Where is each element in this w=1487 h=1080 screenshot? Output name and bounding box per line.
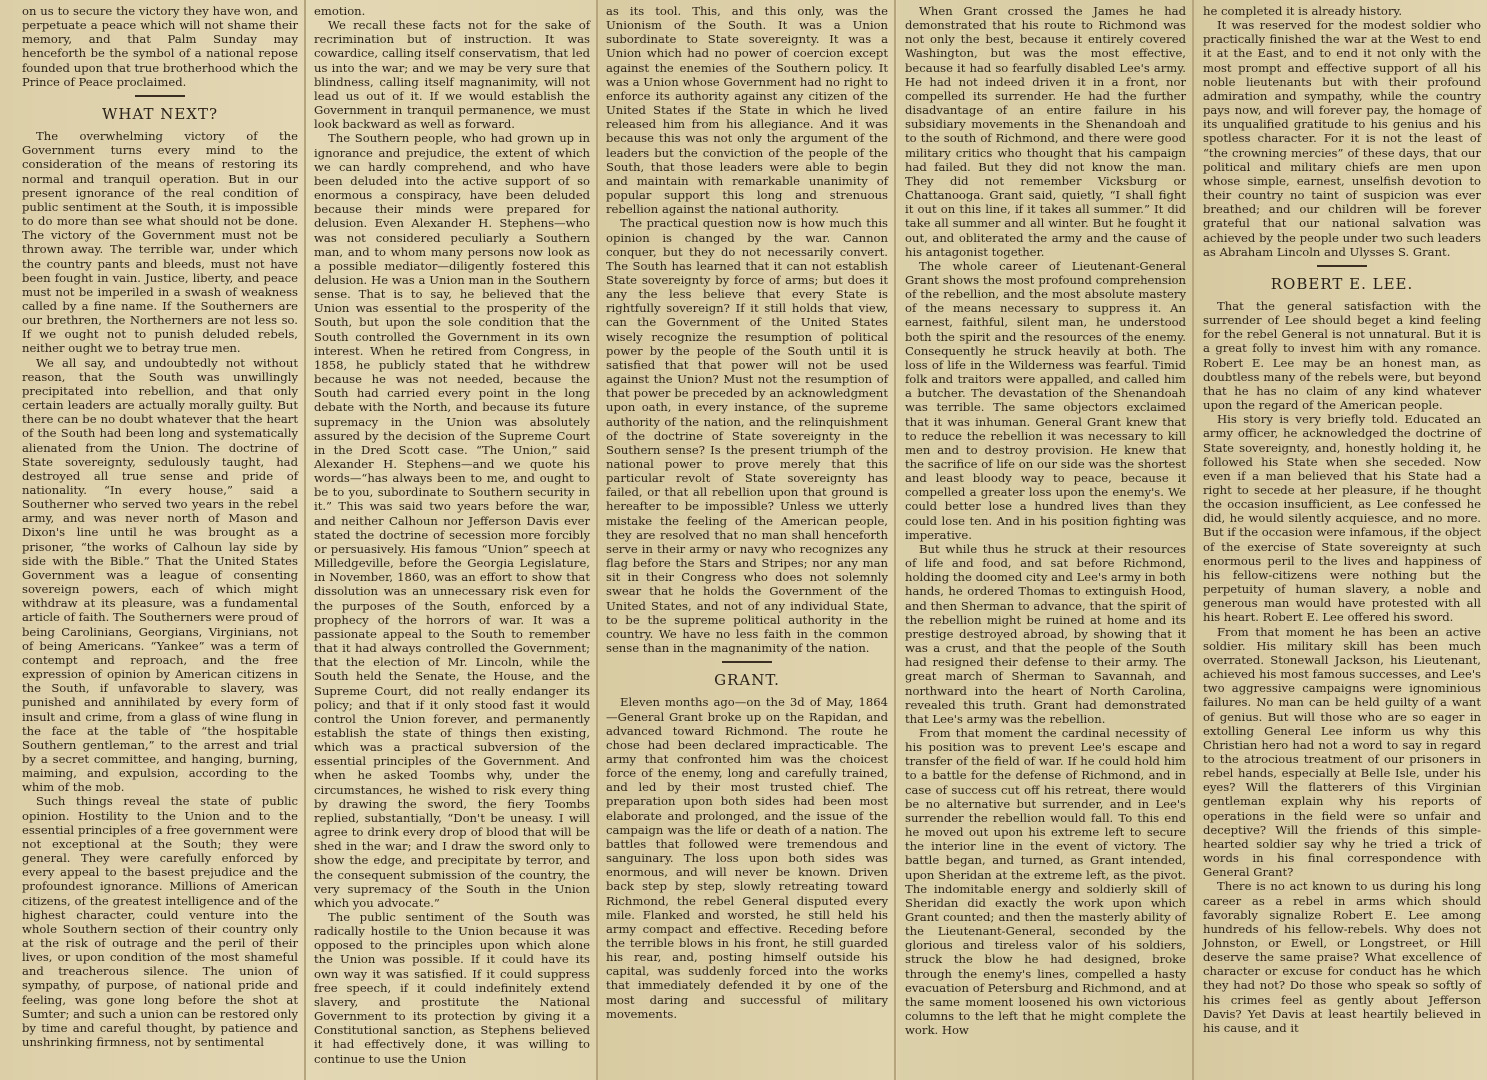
paragraph: emotion.	[314, 4, 366, 18]
heading-robert-e-lee: ROBERT E. LEE.	[1270, 274, 1414, 293]
column-4	[897, 0, 1192, 1080]
paragraph: From that moment the cardinal necessity of his position was to prevent Lee's escape and transfer of the field of war. If he could hold him to a battle for the defense of Richmond, and in case of success cut off his retreat, there would be no alternative but surrender, and in Lee's surrender the rebellion would fall. To this end he moved out upon his extreme left to secure the interior line in the event of victory. The battle began, and turned, as Grant intended, upon Sheridan at the extreme left, as the pivot. The indomitable energy and soldierly skill of Sheridan did exactly the work upon which Grant counted; and then the masterly ability of the Lieutenant-General, seconded by the glorious and tireless valor of his soldiers, struck the blow he had designed, broke through the enemy's lines, compelled a hasty evacuation of Petersburg and Richmond, and at the same moment loosened his own victorious columns to the left that he might complete the work. How	[905, 725, 1186, 1038]
column-2	[306, 0, 596, 1080]
paragraph: The public sentiment of the South was radically hostile to the Union because it was opposed to the principles upon which alone the Union was possible. If it could have its own way it was satisfied. If it could suppress free speech, if it could indefinitely extend slavery, and prostitute the National Government to its protection by giving it a Constitutional sanction, as Stephens believed it had effectively done, it was willing to continue to use the Union	[314, 910, 590, 1066]
paragraph: From that moment he has been an active soldier. His military skill has been much overrated. Stonewall Jackson, his Lieutenant, achieved his most famous successes, and Lee's two aggressive campaigns were ignominious failures. No man can be held guilty of a want of genius. But will those who are so eager in extolling General Lee inform us why this Christian hero had not a word to say in regard to the atrocious treatment of our prisoners in rebel hands, especially at Belle Isle, under his eyes? Will the flatterers of this Virginian gentleman explain why his reports of operations in the field were so unfair and deceptive? Will the friends of this simple-hearted soldier say why he tried a trick of words in his final correspondence with General Grant?	[1203, 624, 1481, 880]
paragraph: We all say, and undoubtedly not without reason, that the South was unwillingly precipitated into rebellion, and that only certain leaders are actually morally guilty. But there can be no doubt whatever that the heart of the South had been long and systematically alienated from the Union. The doctrine of State sovereignty, sedulously taught, had destroyed all true sense and pride of nationality. “In every house,” said a Southerner who served two years in the rebel army, and was never north of Mason and Dixon's line until he was brought as a prisoner, “the works of Calhoun lay side by side with the Bible.” That the United States Government was a league of consenting sovereign powers, each of which might withdraw at its pleasure, was a fundamental article of faith. The Southerners were proud of being Carolinians, Georgians, Virginians, not of being Americans. “Yankee” was a term of contempt and reproach, and the free expression of opinion by American citizens in the South, if unfavorable to slavery, was punished and annihilated by every form of insult and crime, from a glass of wine flung in the face at the table of “the hospitable Southern gentleman,” to the arrest and trial by a secret committee, and hanging, burning, maiming, and expulsion, according to the whim of the mob.	[22, 355, 298, 795]
column-divider	[1192, 0, 1194, 1080]
paragraph: The Southern people, who had grown up in ignorance and prejudice, the extent of which we can hardly comprehend, and who have been deluded into the active support of so enormous a conspiracy, have been deluded because their minds were prepared for delusion. Even Alexander H. Stephens—who was not considered peculiarly a Southern man, and to whom many persons now look as a possible mediator—diligently fostered this delusion. He was a Union man in the Southern sense. That is to say, he believed that the Union was essential to the prosperity of the South, but upon the sole condition that the South controlled the Government in its own interest. When he retired from Congress, in 1858, he publicly stated that he withdrew because he was not needed, because the South had carried every point in the long debate with the North, and because its future supremacy in the Union was absolutely assured by the decision of the Supreme Court in the Dred Scott case. “The Union,” said Alexander H. Stephens—and we quote his words—“has always been to me, and ought to be to you, subordinate to Southern security in it.” This was said two years before the war, and neither Calhoun nor Jefferson Davis ever stated the doctrine of secession more forcibly or persuasively. His famous “Union” speech at Milledgeville, before the Georgia Legislature, in November, 1860, was an effort to show that dissolution was an unnecessary risk even for the purposes of the South, enforced by a prophecy of the horrors of war. It was a passionate appeal to the South to remember that it had always controlled the Government; that the election of Mr. Lincoln, while the South held the Senate, the House, and the Supreme Court, did not really endanger its policy; and that if it only stood fast it would control the Union forever, and permanently establish the state of things then existing, which was a practical subversion of the essential principles of the Government. And when he asked Toombs why, under the circumstances, he wished to risk every thing by drawing the sword, the fiery Toombs replied, substantially, “Don't be uneasy. I will agree to drink every drop of blood that will be shed in the war; and I draw the sword only to show the edge, and precipitate by terror, and the consequent submission of the country, the very supremacy of the South in the Union which you advocate.”	[314, 131, 590, 910]
paragraph: he completed it is already history.	[1203, 4, 1403, 18]
column-3	[598, 0, 894, 1080]
paragraph: Eleven months ago—on the 3d of May, 1864—General Grant broke up on the Rapidan, and advanced toward Richmond. The route he chose had been declared impracticable. The army that confronted him was the choicest force of the enemy, long and carefully trained, and led by their most trusted chief. The preparation upon both sides had been most elaborate and prolonged, and the issue of the campaign was the life or death of a nation. The battles that followed were tremendous and sanguinary. The loss upon both sides was enormous, and will never be known. Driven back step by step, slowly retreating toward Richmond, the rebel General disputed every mile. Flanked and worsted, he still held his army compact and effective. Receding before the terrible blows in his front, he still guarded his rear, and, posting himself outside his capital, was suddenly forced into the works that immediately defended it by one of the most daring and successful of military movements.	[606, 695, 888, 1021]
paragraph: We recall these facts not for the sake of recrimination but of instruction. It was cowardice, calling itself conservatism, that led us into the war; and we may be very sure that blindness, calling itself magnanimity, will not lead us out of it. If we would establish the Government in tranquil permanence, we must look backward as well as forward.	[314, 18, 590, 132]
paragraph: The practical question now is how much this opinion is changed by the war. Cannon conquer, but they do not necessarily convert. The South has learned that it can not establish State sovereignty by force of arms; but does it any the less believe that every State is rightfully sovereign? If it still holds that view, can the Government of the United States wisely recognize the resumption of political power by the people of the South until it is satisfied that that power will not be used against the Union? Must not the resumption of that power be preceded by an acknowledgment upon oath, in every instance, of the supreme authority of the nation, and the relinquishment of the doctrine of State sovereignty in the Southern sense? Is the present triumph of the national power to prove merely that this particular revolt of State sovereignty has failed, or that all rebellion upon that ground is hereafter to be impossible? Unless we utterly mistake the feeling of the American people, they are resolved that no man shall henceforth serve in their army or navy who recognizes any flag before the Stars and Stripes; nor any man sit in their Congress who does not solemnly swear that he holds the Government of the United States, and not of any individual State, to be the supreme political authority in the country. We have no less faith in the common sense than in the magnanimity of the nation.	[606, 216, 888, 656]
column-divider	[894, 0, 896, 1080]
column-1	[14, 0, 304, 1080]
paragraph: His story is very briefly told. Educated an army officer, he acknowledged the doctrine of State sovereignty, and, honestly holding it, he followed his State when she seceded. Now even if a man believed that his State had a right to secede at her pleasure, if he thought the occasion insufficient, as Lee confessed he did, he would silently acquiesce, and no more. But if the occasion were infamous, if the object of the exercise of State sovereignty at such enormous peril to the lives and happiness of his fellow-citizens were nothing but the perpetuity of human slavery, a noble and generous man would have protested with all his heart. Robert E. Lee offered his sword.	[1203, 412, 1481, 625]
section-rule	[1317, 265, 1367, 267]
paragraph: When Grant crossed the James he had demonstrated that his route to Richmond was not only the best, because it entirely covered Washington, but was the most effective, because it had so fearfully disabled Lee's army. He had not indeed driven it in a front, nor compelled its surrender. He had the further disadvantage of an entire failure in his subsidiary movements in the Shenandoah and to the south of Richmond, and there were good military critics who thought that his campaign had failed. But they did not know the man. They did not remember Vicksburg or Chattanooga. Grant said, quietly, “I shall fight it out on this line, if it takes all summer.” It did take all summer and all winter. But he fought it out, and obliterated the army and the cause of his antagonist together.	[905, 4, 1186, 259]
section-rule	[135, 95, 185, 97]
paragraph: That the general satisfaction with the surrender of Lee should beget a kind feeling for the rebel General is not unnatural. But it is a great folly to invest him with any romance. Robert E. Lee may be an honest man, as doubtless many of the rebels were, but beyond that he has no claim of any kind whatever upon the regard of the American people.	[1203, 298, 1481, 413]
paragraph: It was reserved for the modest soldier who practically finished the war at the West to end it at the East, and to end it not only with the most prompt and effective support of all his noble lieutenants but with their profound admiration and sympathy, while the country pays now, and will forever pay, the homage of its unqualified gratitude to his genius and his spotless character. For it is not the least of “the crowning mercies” of these days, that our political and military chiefs are men upon whose simple, earnest, unselfish devotion to their country no taint of suspicion was ever breathed; and our children will be forever grateful that our national salvation was achieved by the people under two such leaders as Abraham Lincoln and Ulysses S. Grant.	[1203, 18, 1481, 259]
paragraph: Such things reveal the state of public opinion. Hostility to the Union and to the essential principles of a free government were not exceptional at the South; they were general. They were carefully enforced by every appeal to the basest prejudice and the profoundest ignorance. Millions of American citizens, of the greatest intelligence and of the highest character, could venture into the whole Southern section of their country only at the risk of outrage and the peril of their lives, or upon condition of the most shameful and treacherous silence. The union of sympathy, of purpose, of national pride and feeling, was gone long before the shot at Sumter; and such a union can be restored only by time and careful thought, by patience and unshrinking firmness, not by sentimental	[22, 794, 298, 1050]
column-5	[1195, 0, 1487, 1080]
paragraph: as its tool. This, and this only, was the Unionism of the South. It was a Union subordinate to State sovereignty. It was a Union which had no power of coercion except against the enemies of the Southern policy. It was a Union whose Government had no right to enforce its authority against any citizen of the United States if the State in which he lived released him from his allegiance. And it was because this was not only the argument of the leaders but the conviction of the people of the South, that those leaders were able to begin and maintain with remarkable unanimity of popular support this long and strenuous rebellion against the national authority.	[606, 4, 888, 217]
paragraph: The whole career of Lieutenant-General Grant shows the most profound comprehension of the rebellion, and the most absolute mastery of the means necessary to suppress it. An earnest, faithful, silent man, he understood both the spirit and the resources of the enemy. Consequently he struck heavily at both. The loss of life in the Wilderness was fearful. Timid folk and traitors were appalled, and called him a butcher. The devastation of the Shenandoah was terrible. The same objectors exclaimed that it was inhuman. General Grant knew that to reduce the rebellion it was necessary to kill men and to destroy provision. He knew that the sacrifice of life on our side was the shortest and least bloody way to peace, because it compelled a greater loss upon the enemy's. We could better lose a hundred lives than they could lose ten. And in his position fighting was imperative.	[905, 258, 1186, 542]
heading-grant: GRANT.	[714, 671, 780, 690]
intro-paragraph: on us to secure the victory they have won, and perpetuate a peace which will not shame their memory, and that Palm Sunday may henceforth be the symbol of a national repose founded upon that true brotherhood which the Prince of Peace proclaimed.	[22, 4, 298, 89]
heading-what-next: WHAT NEXT?	[101, 104, 219, 123]
paragraph: The overwhelming victory of the Government turns every mind to the consideration of the means of restoring its normal and tranquil operation. But in our present ignorance of the real condition of public sentiment at the South, it is impossible to do more than see what should not be done. The victory of the Government must not be thrown away. The terrible war, under which the country pants and bleeds, must not have been fought in vain. Justice, liberty, and peace must not be imperiled in a swash of weakness called by a fine name. If the Southerners are our brethren, the Northerners are not less so. If we ought not to punish deluded rebels, neither ought we to betray true men.	[22, 129, 298, 356]
paragraph: But while thus he struck at their resources of life and food, and sat before Richmond, holding the doomed city and Lee's army in both hands, he ordered Thomas to extinguish Hood, and then Sherman to advance, that the spirit of the rebellion might be ruined at home and its prestige destroyed abroad, by showing that it was a crust, and that the people of the South had resigned their defense to their army. The great march of Sherman to Savannah, and northward into the heart of North Carolina, revealed this truth. Grant had demonstrated that Lee's army was the rebellion.	[905, 541, 1186, 726]
section-rule	[722, 661, 772, 663]
paragraph: There is no act known to us during his long career as a rebel in arms which should favorably signalize Robert E. Lee among hundreds of his fellow-rebels. Why does not Johnston, or Ewell, or Longstreet, or Hill deserve the same praise? What excellence of character or excuse for conduct has he which they had not? Do those who speak so softly of his crimes feel as gently about Jefferson Davis? Yet Davis at least heartily believed in his cause, and it	[1203, 879, 1481, 1035]
